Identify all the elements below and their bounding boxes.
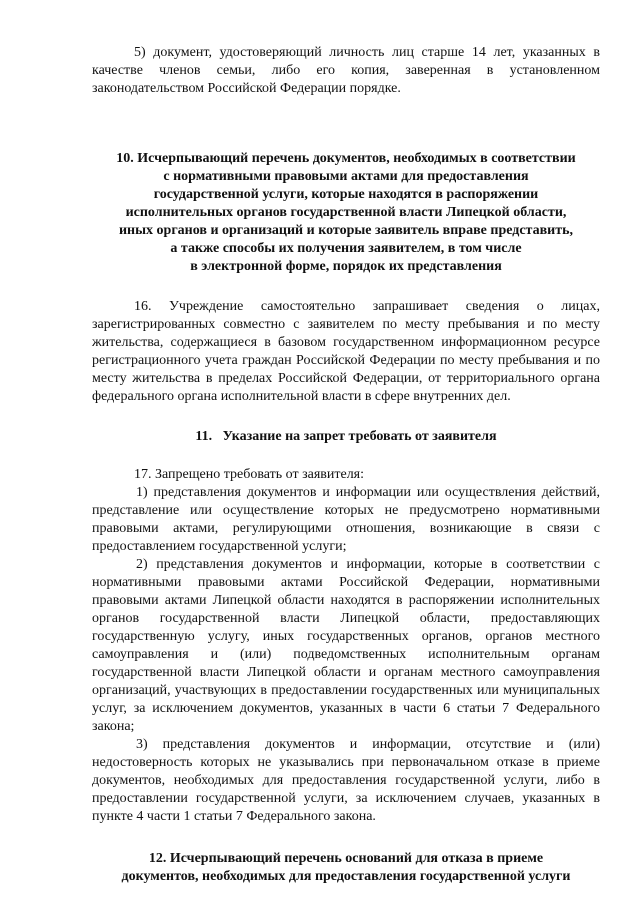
heading-10-line: в электронной форме, порядок их представления (190, 259, 502, 274)
heading-10-line: иных органов и организаций и которые заявитель вправе представить, (118, 223, 574, 238)
heading-11-text: 11. Указание на запрет требовать от заявителя (195, 429, 497, 444)
heading-12-line: 12. Исчерпывающий перечень оснований для отказа в приеме (148, 851, 544, 866)
paragraph-item-17 (92, 466, 600, 826)
section-heading-11 (92, 428, 600, 446)
item-17-intro: 17. Запрещено требовать от заявителя: (134, 467, 365, 482)
paragraph-item-16: 16. Учреждение самостоятельно запрашивает сведения о лицах, зарегистрированных совместно с заявителем по месту пребывания и по месту жительства, содержащиеся в базовом государственном информационном ресурсе регистрационного учета граждан Российской Федерации по месту пребывания и по месту жительства в пределах Российской Федерации, от территориального органа федерального органа исполнительной власти в сфере внутренних дел. (92, 299, 600, 404)
paragraph-item-5: 5) документ, удостоверяющий личность лиц старше 14 лет, указанных в качестве членов семьи, либо его копия, заверенная в установленном законодательством Российской Федерации порядке. (92, 45, 600, 96)
section-heading-10 (92, 150, 600, 276)
section-heading-12 (92, 850, 600, 886)
item-17-subitem-1: 1) представления документов и информации или осуществления действий, представление или осуществление которых не предусмотрено нормативными правовыми актами, регулирующими отношения, возникающие в связи с предоставлением государственной услуги; (92, 485, 600, 554)
heading-10-line: с нормативными правовыми актами для предоставления (163, 169, 529, 184)
heading-12-line: документов, необходимых для предоставления государственной услуги (121, 869, 571, 884)
heading-10-line: государственной услуги, которые находятся в распоряжении (153, 187, 539, 202)
heading-10-line: исполнительных органов государственной власти Липецкой области, (125, 205, 567, 220)
item-17-subitem-3: 3) представления документов и информации, отсутствие и (или) недостоверность которых не указывались при первоначальном отказе в приеме документов, необходимых для предоставления государственной услуги, либо в предоставлении государственной услуги, за исключением случаев, указанных в пункте 4 части 1 статьи 7 Федерального закона. (92, 737, 600, 824)
heading-10-line: 10. Исчерпывающий перечень документов, необходимых в соответствии (116, 151, 576, 166)
heading-10-line: а также способы их получения заявителем, в том числе (170, 241, 522, 256)
item-17-subitem-2: 2) представления документов и информации, которые в соответствии с нормативными правовыми актами Российской Федерации, нормативными правовыми актами Липецкой области находятся в распоряжении исполнительных органов государственной власти Липецкой области, предоставляющих государственную услугу, иных государственных органов, органов местного самоуправления и (или) подведомственных исполнительным органам государственной власти Липецкой области и органам местного самоуправления организаций, участвующих в предоставлении государственных или муниципальных услуг, за исключением документов, указанных в части 6 статьи 7 Федерального закона; (92, 557, 600, 734)
